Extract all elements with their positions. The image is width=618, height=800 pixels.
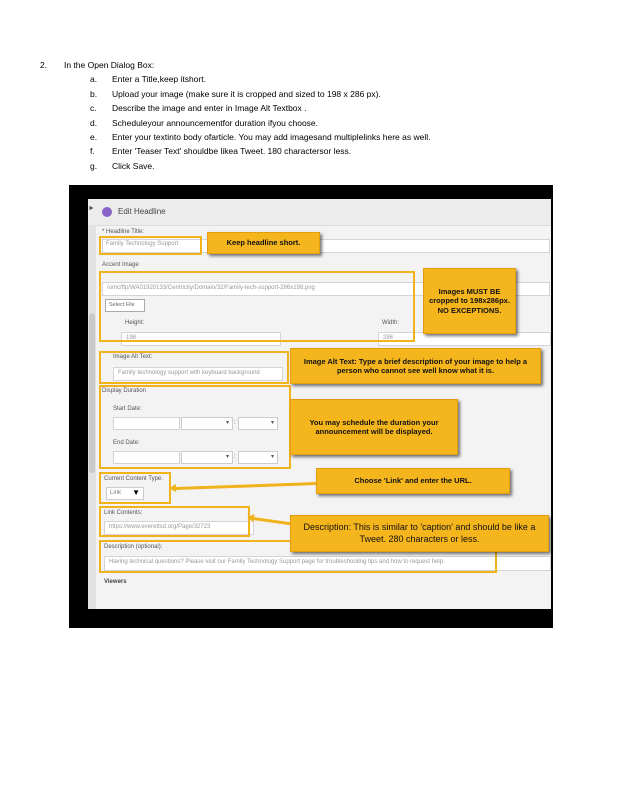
- headline-title-input[interactable]: Family Technology Support: [106, 241, 179, 247]
- headline-title-label: * Headline Title:: [102, 229, 145, 235]
- step-text: In the Open Dialog Box:: [64, 60, 155, 70]
- viewers-label: Viewers: [104, 579, 127, 585]
- image-highlight-box: [99, 271, 415, 342]
- item-text: Click Save.: [112, 160, 155, 171]
- content-type-label: Current Content Type:: [104, 476, 163, 482]
- item-text: Enter a Title,keep itshort.: [112, 74, 207, 85]
- headline-callout: Keep headline short.: [207, 232, 320, 254]
- time-separator: :: [234, 454, 236, 460]
- item-letter: b.: [90, 88, 98, 99]
- instruction-item: [40, 72, 600, 86]
- dialog-titlebar: [88, 199, 551, 226]
- images-callout: Images MUST BE cropped to 198x286px. NO EXCEPTIONS.: [423, 268, 516, 334]
- link-highlight-box: [99, 506, 250, 537]
- item-text: Describe the image and enter in Image Alt Textbox .: [112, 103, 307, 114]
- edit-pen-icon: [102, 207, 112, 217]
- chevron-down-icon: ▼: [132, 488, 140, 497]
- alt-text-highlight-box: [99, 351, 289, 384]
- instruction-item: [40, 159, 600, 173]
- start-date-label: Start Date:: [113, 406, 142, 412]
- link-contents-input[interactable]: https://www.everettsd.org/Page/32723: [104, 521, 254, 535]
- item-letter: g.: [90, 160, 98, 171]
- instruction-item: [40, 144, 600, 158]
- item-letter: a.: [90, 74, 98, 85]
- instructions: [40, 58, 600, 173]
- end-date-label: End Date:: [113, 440, 140, 446]
- chevron-down-icon: ▾: [270, 420, 274, 426]
- item-letter: d.: [90, 117, 98, 128]
- display-duration-label: Display Duration: [102, 388, 147, 394]
- height-label: Height:: [125, 320, 145, 326]
- scrollbar[interactable]: [88, 225, 96, 609]
- headline-highlight-box: [99, 236, 202, 255]
- width-input[interactable]: 286: [378, 332, 551, 346]
- accent-image-label: Accent Image: [102, 262, 139, 268]
- item-text: Enter your textinto body ofarticle. You may add imagesand multiplelinks here as well.: [112, 132, 431, 143]
- chevron-down-icon: ▾: [225, 420, 229, 426]
- dialog-title: Edit Headline: [118, 207, 166, 216]
- description-label: Description (optional):: [104, 544, 163, 550]
- content-type-highlight-box: [99, 472, 171, 504]
- duration-callout: You may schedule the duration your announcement will be displayed.: [290, 399, 458, 455]
- content-type-value: Link: [110, 490, 122, 496]
- link-callout: Choose 'Link' and enter the URL.: [316, 468, 510, 494]
- item-text: Scheduleyour announcementfor duration ifyou choose.: [112, 117, 319, 128]
- link-contents-label: Link Contents:: [104, 510, 143, 516]
- chevron-down-icon: ▾: [225, 454, 229, 460]
- item-text: Enter 'Teaser Text' shouldbe likea Tweet. 180 charactersor less.: [112, 146, 352, 157]
- time-separator: :: [234, 420, 236, 426]
- step-number: 2.: [40, 60, 48, 70]
- width-label: Width:: [382, 320, 400, 326]
- chevron-down-icon: ▾: [270, 454, 274, 460]
- instruction-item: [40, 116, 600, 130]
- height-input[interactable]: 198: [121, 332, 281, 346]
- item-text: Upload your image (make sure it is cropped and sized to 198 x 286 px).: [112, 88, 381, 99]
- alt-text-label: Image Alt Text:: [113, 354, 153, 360]
- description-callout: Description: This is similar to 'caption' and should be like a Tweet. 280 characters or less.: [290, 515, 549, 552]
- item-letter: c.: [90, 103, 97, 114]
- scrollbar-thumb[interactable]: [89, 313, 95, 473]
- instruction-item: [40, 87, 600, 101]
- item-letter: f.: [90, 146, 95, 157]
- item-letter: e.: [90, 132, 98, 143]
- collapse-arrow-icon[interactable]: ►: [88, 205, 95, 212]
- instruction-item: [40, 101, 600, 115]
- step-heading: [40, 58, 600, 72]
- duration-highlight-box: [99, 385, 291, 469]
- description-input[interactable]: Having technical questions? Please visit our Family Technology Support page for troubleshooting tips and how to request help.: [104, 556, 551, 571]
- select-file-button[interactable]: Select File: [105, 299, 145, 312]
- instruction-item: [40, 130, 600, 144]
- alt-text-callout: Image Alt Text: Type a brief description of your image to help a person who cannot see well know what it is.: [290, 348, 541, 384]
- image-path-input[interactable]: /umc/ftp/WA01920133/Centricity/Domain/32/Family-tech-support-286x198.png: [102, 282, 550, 296]
- alt-text-input[interactable]: Family technology support with keyboard background: [113, 367, 283, 381]
